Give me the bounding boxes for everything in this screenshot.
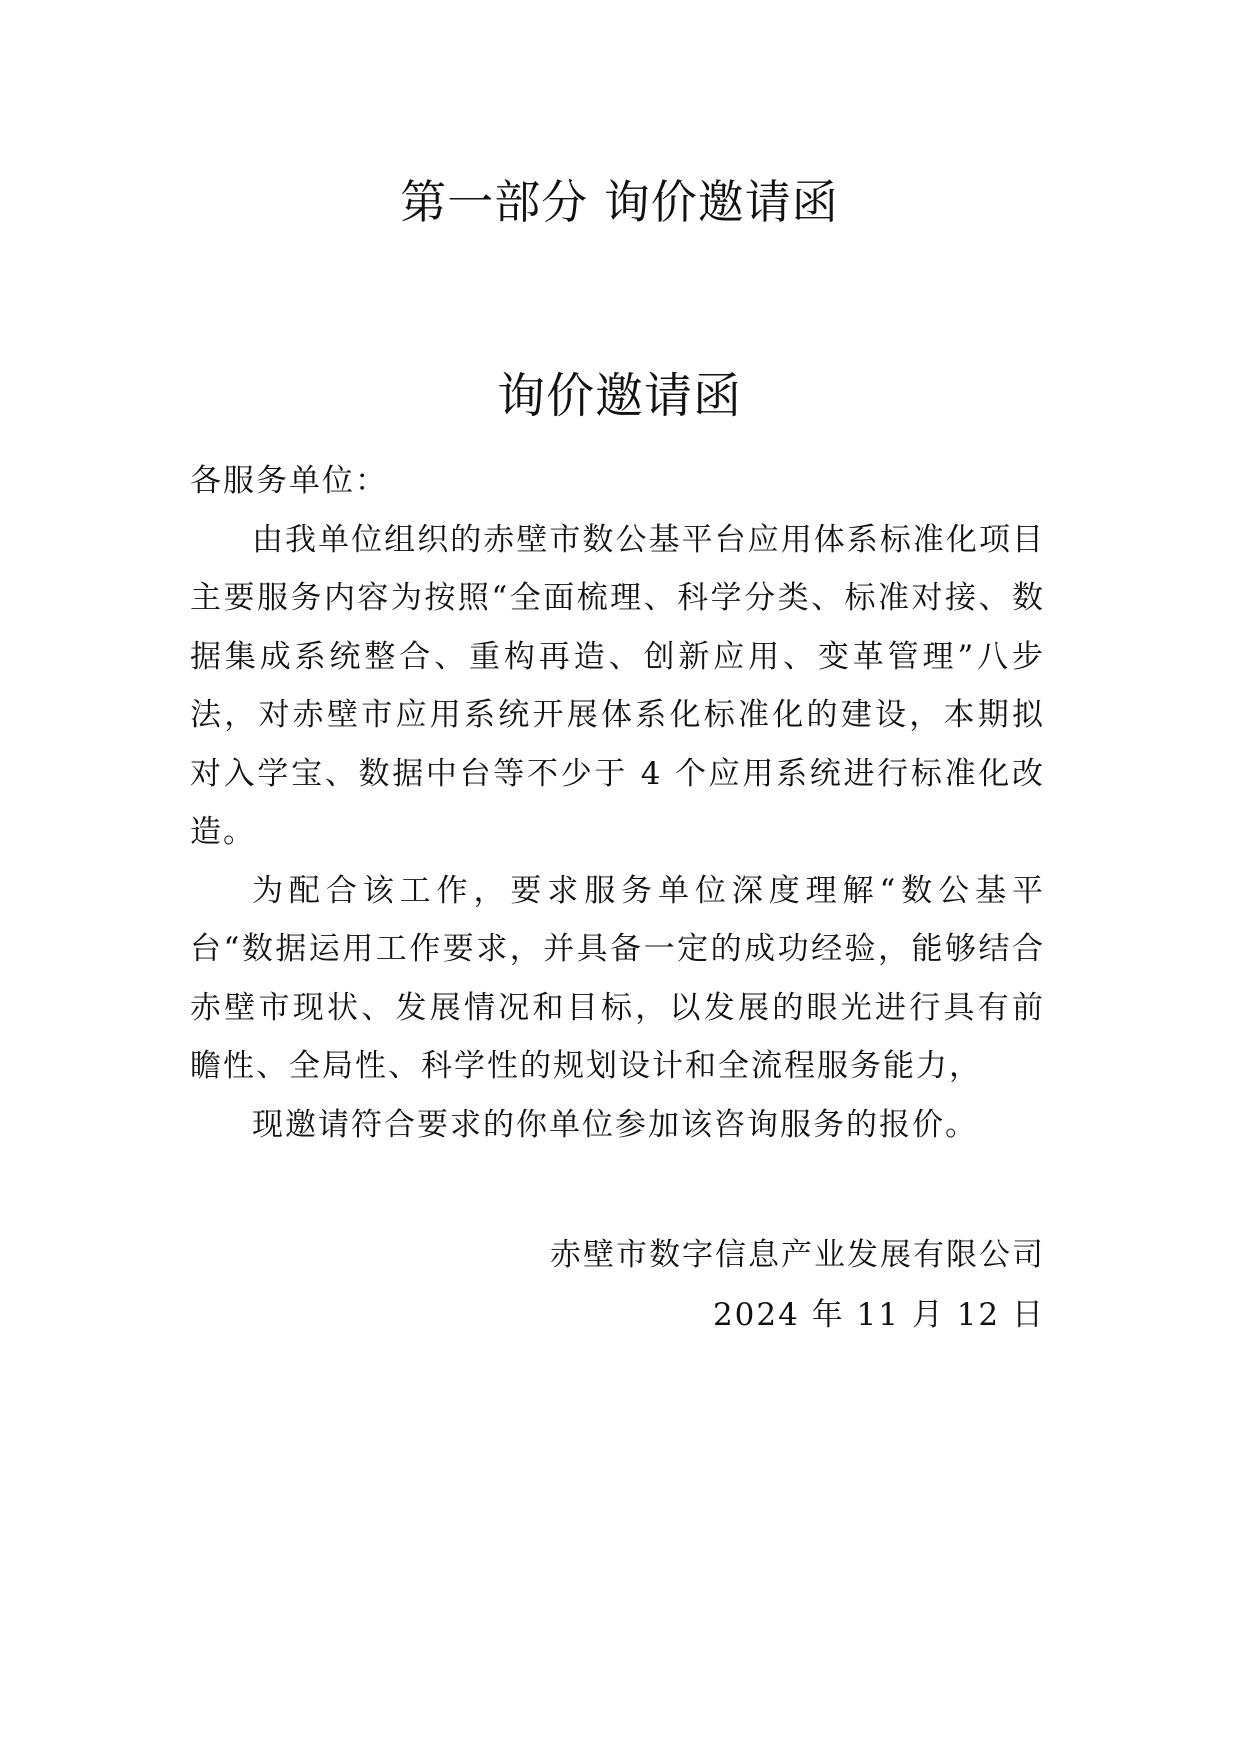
salutation: 各服务单位： — [190, 463, 388, 499]
part-title: 第一部分 询价邀请函 — [400, 175, 839, 229]
signature-block — [550, 1225, 1045, 1345]
signature-date: 2024 年 11 月 12 日 — [712, 1297, 1045, 1333]
letter-body — [190, 452, 1045, 1154]
paragraph-requirements: 为配合该工作，要求服务单位深度理解“数公基平台“数据运用工作要求，并具备一定的成功经验，能够结合赤壁市现状、发展情况和目标，以发展的眼光进行具有前瞻性、全局性、科学性的规划设计和全流程服务能力， — [190, 872, 1045, 1084]
paragraph-invitation: 现邀请符合要求的你单位参加该咨询服务的报价。 — [252, 1106, 978, 1143]
letter-title: 询价邀请函 — [496, 368, 742, 424]
paragraph-project-scope: 由我单位组织的赤壁市数公基平台应用体系标准化项目主要服务内容为按照“全面梳理、科学分类、标准对接、数据集成系统整合、重构再造、创新应用、变革管理”八步法，对赤壁市应用系统开展体系化标准化的建设，本期拟对入学宝、数据中台等不少于 4 个应用系统进行标准化改造。 — [190, 521, 1045, 850]
signature-organization: 赤壁市数字信息产业发展有限公司 — [550, 1237, 1045, 1273]
